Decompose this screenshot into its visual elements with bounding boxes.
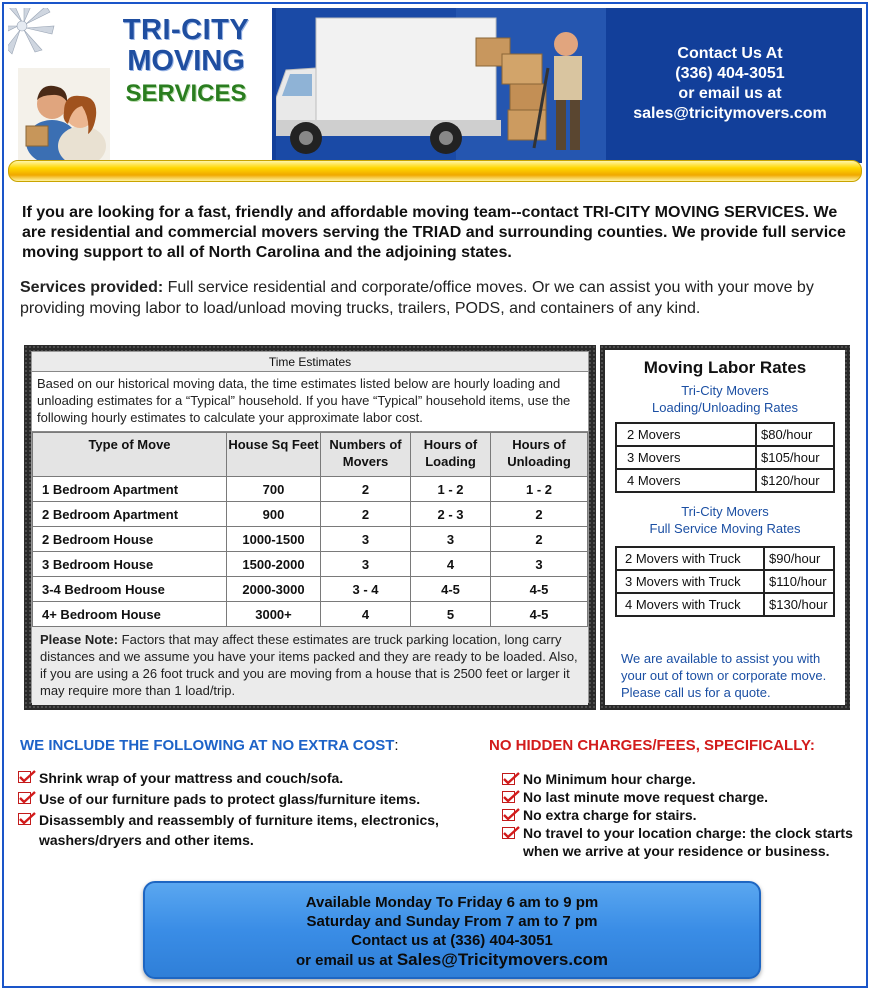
rates-footer: We are available to assist you with your out of town or corporate move. Please call us for a quote. xyxy=(621,651,827,700)
cell-type: 2 Bedroom Apartment xyxy=(33,502,227,527)
logo-line-3: SERVICES xyxy=(125,80,247,107)
cell-type: 2 Bedroom House xyxy=(33,527,227,552)
header-contact xyxy=(608,44,852,124)
time-estimates-table xyxy=(32,432,588,627)
cell-unloading: 1 - 2 xyxy=(491,477,588,502)
please-note xyxy=(32,627,588,705)
full-service-rates-table xyxy=(615,546,835,617)
no-hidden-heading: NO HIDDEN CHARGES/FEES, SPECIFICALLY: xyxy=(489,737,815,754)
services-paragraph xyxy=(20,277,865,319)
col-unloading: Hours of Unloading xyxy=(491,433,588,477)
loading-rates-table xyxy=(615,422,835,493)
list-item xyxy=(18,789,458,809)
table-row xyxy=(616,570,834,593)
table-row xyxy=(616,593,834,616)
table-row xyxy=(616,423,834,446)
table-row xyxy=(33,502,588,527)
cell-unloading: 4-5 xyxy=(491,577,588,602)
sunburst-graphic xyxy=(8,8,72,64)
time-estimates-description: Based on our historical moving data, the time estimates listed below are hourly loading and unloading estimates for a “Typical” household. If you have “Typical” household items, use the following hourly estimates to calculate your approximate labor cost. xyxy=(32,372,588,432)
red-check-icon xyxy=(502,826,520,840)
cell-type: 3 Bedroom House xyxy=(33,552,227,577)
cell-unloading: 4-5 xyxy=(491,602,588,627)
list-item-text: Shrink wrap of your mattress and couch/sofa. xyxy=(39,770,344,786)
col-sqft: House Sq Feet xyxy=(227,433,321,477)
list-item-text: No Minimum hour charge. xyxy=(523,771,696,787)
list-item-text: Use of our furniture pads to protect glass/furniture items. xyxy=(39,791,421,807)
red-check-icon xyxy=(18,770,36,784)
company-logo xyxy=(116,16,256,106)
rate-label: 3 Movers with Truck xyxy=(616,570,764,593)
rates-sub-line: Tri-City Movers xyxy=(681,504,769,519)
header-banner xyxy=(8,8,862,163)
rate-price: $130/hour xyxy=(764,593,834,616)
services-text: Full service residential and corporate/office moves. Or we can assist you with your move by providing moving labor to load/unload moving trucks, trailers, PODS, and containers of any kind. xyxy=(20,279,814,317)
rate-label: 3 Movers xyxy=(616,446,756,469)
table-row xyxy=(33,477,588,502)
table-row xyxy=(616,469,834,492)
list-item xyxy=(18,810,458,850)
services-label: Services provided: xyxy=(20,279,164,296)
cell-sqft: 1500-2000 xyxy=(227,552,321,577)
rate-price: $80/hour xyxy=(756,423,834,446)
rates-title: Moving Labor Rates xyxy=(643,358,807,377)
list-item xyxy=(502,770,862,788)
availability-email-prefix: or email us at xyxy=(295,952,397,969)
labor-rates-panel xyxy=(605,350,845,705)
rates-subtitle-loading xyxy=(605,382,845,416)
rate-price: $120/hour xyxy=(756,469,834,492)
gold-divider xyxy=(8,160,862,182)
table-row xyxy=(33,602,588,627)
table-row xyxy=(616,547,834,570)
availability-weekend: Saturday and Sunday From 7 am to 7 pm xyxy=(306,913,598,930)
list-item xyxy=(502,806,862,824)
cell-loading: 1 - 2 xyxy=(411,477,491,502)
rates-sub-line: Full Service Moving Rates xyxy=(649,521,801,536)
cell-sqft: 2000-3000 xyxy=(227,577,321,602)
list-item-text: No last minute move request charge. xyxy=(523,789,769,805)
cell-sqft: 3000+ xyxy=(227,602,321,627)
cell-sqft: 700 xyxy=(227,477,321,502)
list-item xyxy=(502,824,862,860)
rate-label: 4 Movers xyxy=(616,469,756,492)
table-row xyxy=(33,527,588,552)
cell-movers: 2 xyxy=(321,502,411,527)
note-label: Please Note: xyxy=(40,632,119,647)
rate-price: $105/hour xyxy=(756,446,834,469)
cell-sqft: 900 xyxy=(227,502,321,527)
intro-paragraph: If you are looking for a fast, friendly and affordable moving team--contact TRI-CITY MOVING SERVICES. We are residential and commercial movers serving the TRIAD and surrounding counties. We provide full service moving support to all of North Carolina and the adjoining states. xyxy=(22,204,846,261)
list-item-text: No travel to your location charge: the clock starts when we arrive at your residence or business. xyxy=(523,825,853,859)
availability-weekdays: Available Monday To Friday 6 am to 9 pm xyxy=(305,894,599,911)
red-check-icon xyxy=(502,772,520,786)
cell-unloading: 2 xyxy=(491,502,588,527)
rate-price: $90/hour xyxy=(764,547,834,570)
included-heading-text: WE INCLUDE THE FOLLOWING AT NO EXTRA COST xyxy=(20,737,395,754)
cell-movers: 3 xyxy=(321,552,411,577)
time-estimates-title: Time Estimates xyxy=(32,352,588,372)
cell-loading: 2 - 3 xyxy=(411,502,491,527)
cell-type: 3-4 Bedroom House xyxy=(33,577,227,602)
included-heading xyxy=(20,737,399,754)
availability-phone[interactable]: Contact us at (336) 404-3051 xyxy=(351,932,553,949)
table-row xyxy=(33,577,588,602)
col-loading: Hours of Loading xyxy=(411,433,491,477)
list-item-text: Disassembly and reassembly of furniture items, electronics, washers/dryers and other items. xyxy=(39,812,439,848)
cell-loading: 5 xyxy=(411,602,491,627)
cell-unloading: 3 xyxy=(491,552,588,577)
red-check-icon xyxy=(502,790,520,804)
rates-sub-line: Loading/Unloading Rates xyxy=(652,400,798,415)
cell-loading: 4 xyxy=(411,552,491,577)
rates-sub-line: Tri-City Movers xyxy=(681,383,769,398)
list-item xyxy=(18,768,458,788)
rate-label: 4 Movers with Truck xyxy=(616,593,764,616)
labor-rates-box xyxy=(600,345,850,710)
contact-heading: Contact Us At xyxy=(677,45,783,62)
contact-or: or email us at xyxy=(678,85,782,102)
cell-loading: 3 xyxy=(411,527,491,552)
couple-photo xyxy=(18,68,110,160)
note-text: Factors that may affect these estimates are truck parking location, long carry distances and we assume you have your items packed and they are ready to be loaded. Also, if you are using a 26 foot truck and you are moving from a house that is 2500 feet or larger it may require more than 1 load/trip. xyxy=(40,632,578,698)
list-item-text: No extra charge for stairs. xyxy=(523,807,697,823)
cell-movers: 2 xyxy=(321,477,411,502)
col-type: Type of Move xyxy=(33,433,227,477)
contact-phone[interactable]: (336) 404-3051 xyxy=(675,65,785,82)
cell-type: 1 Bedroom Apartment xyxy=(33,477,227,502)
cell-movers: 3 xyxy=(321,527,411,552)
rate-price: $110/hour xyxy=(764,570,834,593)
cell-movers: 4 xyxy=(321,602,411,627)
no-hidden-list xyxy=(502,770,862,860)
moving-truck-illustration xyxy=(276,8,606,163)
rates-subtitle-full xyxy=(605,503,845,537)
list-item xyxy=(502,788,862,806)
col-movers: Numbers of Movers xyxy=(321,433,411,477)
included-heading-colon: : xyxy=(394,737,399,754)
cell-loading: 4-5 xyxy=(411,577,491,602)
table-row xyxy=(33,552,588,577)
logo-line-2: MOVING xyxy=(127,45,245,77)
contact-email[interactable]: sales@tricitymovers.com xyxy=(633,105,827,122)
cell-movers: 3 - 4 xyxy=(321,577,411,602)
cell-type: 4+ Bedroom House xyxy=(33,602,227,627)
time-estimates-panel xyxy=(31,351,589,703)
included-list xyxy=(18,768,458,851)
availability-email-line xyxy=(145,950,759,970)
rate-label: 2 Movers xyxy=(616,423,756,446)
table-header-row xyxy=(33,433,588,477)
availability-email[interactable]: Sales@Tricitymovers.com xyxy=(396,950,609,969)
cell-sqft: 1000-1500 xyxy=(227,527,321,552)
red-check-icon xyxy=(502,808,520,822)
availability-box xyxy=(143,881,761,979)
table-row xyxy=(616,446,834,469)
red-check-icon xyxy=(18,812,36,826)
logo-panel xyxy=(8,8,272,163)
cell-unloading: 2 xyxy=(491,527,588,552)
time-estimates-box xyxy=(24,345,596,710)
red-check-icon xyxy=(18,791,36,805)
rate-label: 2 Movers with Truck xyxy=(616,547,764,570)
logo-line-1: TRI-CITY xyxy=(122,14,250,46)
